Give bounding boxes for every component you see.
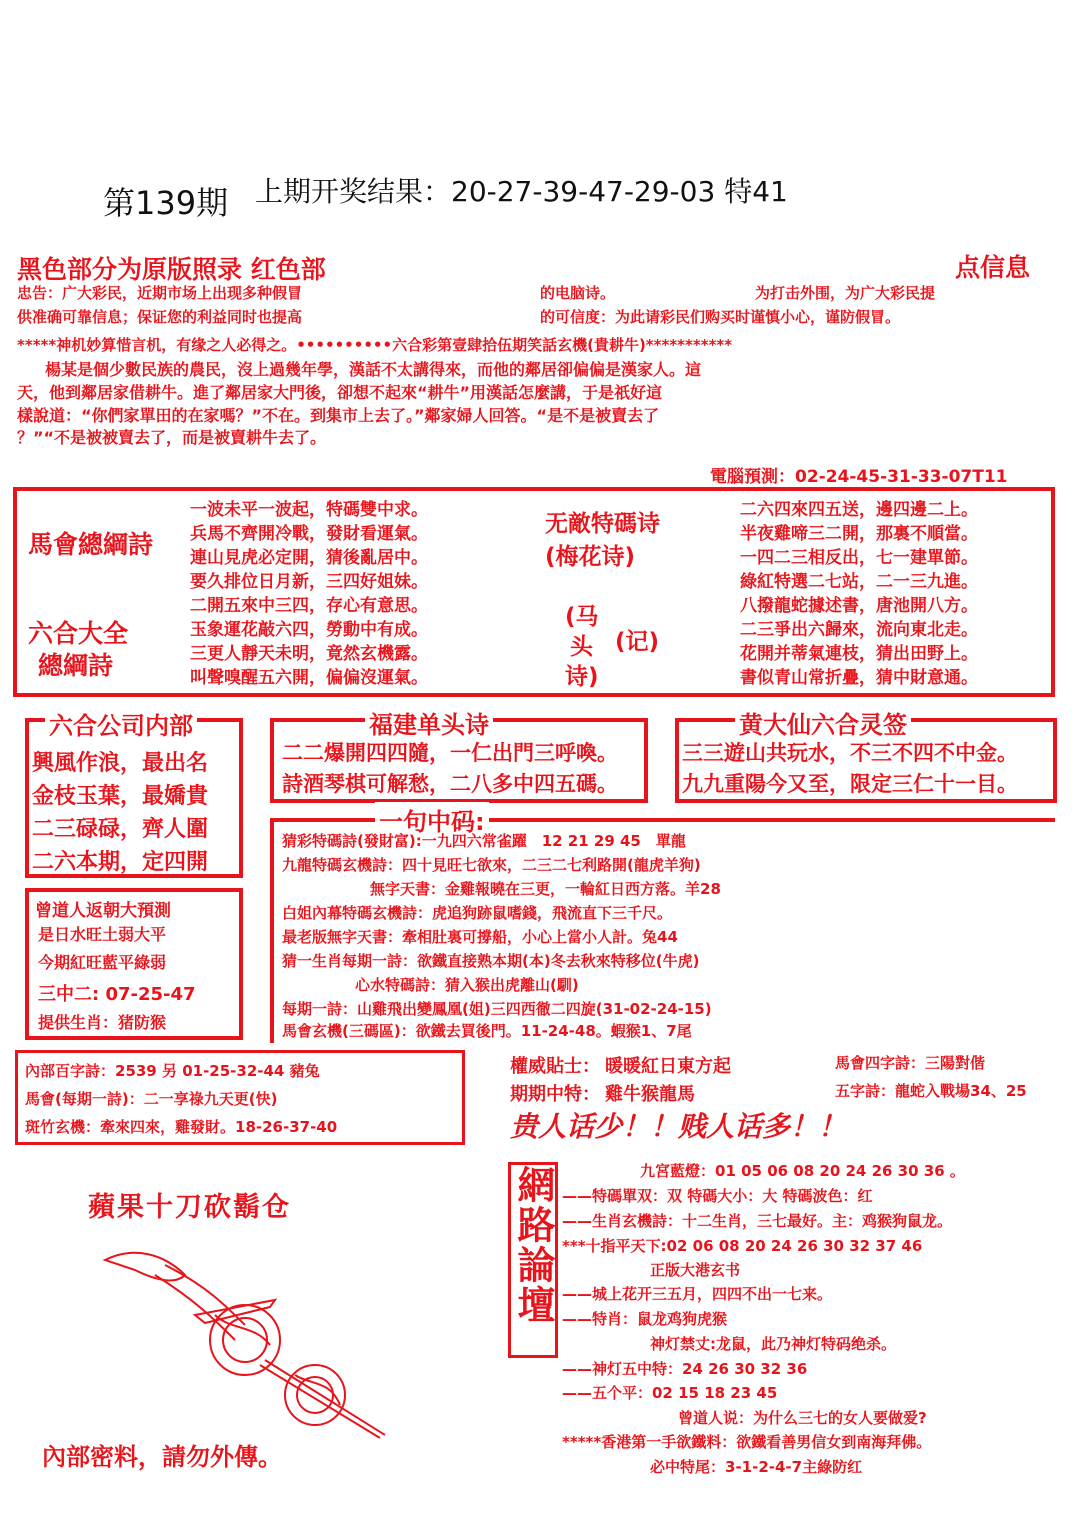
one-sentence-line: 每期一詩：山雞飛出變鳳凰(姐)三四西徹二四旋(31-02-24-15) bbox=[282, 1000, 712, 1018]
mid-note-2: 头 bbox=[570, 634, 593, 660]
company-line: 二三碌碌，齊人圍 bbox=[32, 817, 209, 842]
mid-subtitle: (梅花诗) bbox=[545, 544, 636, 570]
footer-note: 內部密料，請勿外傳。 bbox=[42, 1443, 282, 1471]
poem-left-line: 叫聲嗅醒五六開，偏偏沒運氣。 bbox=[190, 668, 428, 688]
one-sentence-title: 一句中码: bbox=[375, 802, 489, 837]
zeng-line-4: 提供生肖：猪防猴 bbox=[38, 1013, 167, 1032]
fujian-line-1: 二二爆開四四隨，一仁出門三呼喚。 bbox=[282, 741, 618, 765]
authority-text-2: 雞牛猴龍馬 bbox=[605, 1084, 695, 1105]
one-sentence-line: 白姐內幕特碼玄機詩：虎追狗跡鼠嗜錢，飛流直下三千尺。 bbox=[282, 904, 673, 922]
poem-left-line: 三更人靜天未明，竟然玄機露。 bbox=[190, 644, 428, 664]
net-line: 必中特尾：3-1-2-4-7主綠防红 bbox=[650, 1458, 863, 1476]
poem-left-line: 一波未平一波起，特碼雙中求。 bbox=[190, 500, 428, 520]
sword-illustration bbox=[95, 1245, 395, 1440]
net-line: 神灯禁丈:龙鼠，此乃神灯特码绝杀。 bbox=[650, 1335, 897, 1353]
one-sentence-line: 心水特碼詩：猜入猴出虎離山(馴) bbox=[355, 976, 579, 994]
huang-title: 黄大仙六合灵签 bbox=[735, 705, 911, 740]
mid-note-3: 诗) bbox=[565, 664, 599, 690]
computer-prediction: 電腦預測：02-24-45-31-33-07T11 bbox=[710, 467, 1008, 487]
net-vertical-title: 網路論壇 bbox=[511, 1165, 555, 1325]
intro-right: 点信息 bbox=[955, 253, 1031, 282]
authority-label-1: 權威貼士： bbox=[510, 1056, 600, 1077]
story-line-1: 楊某是個少數民族的農民，沒上過幾年學，漢話不太講得來，而他的鄰居卻偏偏是漢家人。這 bbox=[45, 360, 702, 379]
inner-line-1: 內部百字詩：2539 另 01-25-32-44 豬兔 bbox=[25, 1062, 320, 1080]
mid-title: 无敵特碼诗 bbox=[545, 511, 660, 537]
fujian-title: 福建单头诗 bbox=[365, 705, 493, 740]
zeng-line-2: 今期紅旺藍平綠弱 bbox=[38, 953, 167, 972]
mid-note-1: (马 bbox=[565, 604, 599, 630]
company-line: 興風作浪，最出名 bbox=[32, 751, 209, 776]
mid-note-4: (记) bbox=[615, 629, 660, 655]
net-line: 曾道人说：为什么三七的女人要做爱? bbox=[678, 1409, 927, 1427]
company-title: 六合公司内部 bbox=[45, 706, 197, 741]
huang-line-2: 九九重陽今又至，限定三仁十一目。 bbox=[682, 772, 1018, 796]
net-line: ——特肖：鼠龙鸡狗虎猴 bbox=[562, 1310, 728, 1328]
poem-label-1: 馬會總綱詩 bbox=[28, 530, 154, 559]
net-line: 正版大港玄书 bbox=[650, 1261, 741, 1279]
joke-title: *****神机妙算惜言机，有缘之人必得之。••••••••••六合彩第壹肆拾伍期笑話玄機(貴耕牛)*********** bbox=[17, 336, 733, 354]
intro-left: 黑色部分为原版照录 红色部 bbox=[17, 255, 326, 284]
poem-left-column bbox=[190, 495, 428, 687]
poem-left-line: 二開五來中三四，存心有意思。 bbox=[190, 596, 428, 616]
one-sentence-line: 猜彩特碼詩(發財富):一九四六常雀躍 12 21 29 45 單龍 bbox=[282, 832, 686, 850]
story-line-3: 樣說道：“你們家單田的在家嗎？”不在。到集市上去了。”鄰家婦人回答。“是不是被賣去了 bbox=[17, 406, 660, 425]
notice-2b: 的可信度：为此请彩民们购买时谨慎小心，谨防假冒。 bbox=[540, 308, 901, 326]
poem-right-line: 綠紅特選二七站，二一三九進。 bbox=[740, 572, 978, 592]
zeng-line-3: 三中二: 07-25-47 bbox=[38, 984, 196, 1005]
poem-left-line: 玉象運花敲六四，勞動中有成。 bbox=[190, 620, 428, 640]
net-line: *****香港第一手欲鐵料：欲鐵看善男信女到南海拜佛。 bbox=[562, 1433, 932, 1451]
authority-text-1: 暖暖紅日東方起 bbox=[605, 1056, 731, 1077]
inner-line-3: 斑竹玄機：牽來四來，雞發財。18-26-37-40 bbox=[25, 1118, 338, 1136]
authority-side-2: 五字詩：龍蛇入戰場34、25 bbox=[835, 1082, 1027, 1100]
net-line: ***十指平天下:02 06 08 20 24 26 30 32 37 46 bbox=[562, 1237, 923, 1255]
poem-left-line: 要久排位日月新，三四好姐妹。 bbox=[190, 572, 428, 592]
poem-left-line: 連山見虎必定開，猜後亂居中。 bbox=[190, 548, 428, 568]
story-line-4: ？”“不是被被賣去了，而是被賣耕牛去了。 bbox=[17, 428, 327, 447]
story-line-2: 天，他到鄰居家借耕牛。進了鄰居家大門後，卻想不起來“耕牛”用漢話怎麼講，于是祇好這 bbox=[17, 383, 663, 402]
poem-right-column bbox=[740, 495, 978, 687]
poem-right-line: 花開并蒂氣連枝，猜出田野上。 bbox=[740, 644, 978, 664]
company-line: 金枝玉葉，最嬌貴 bbox=[32, 784, 209, 809]
notice-2a: 供准确可靠信息；保证您的利益同时也提高 bbox=[17, 308, 303, 326]
net-line: ——五个平：02 15 18 23 45 bbox=[562, 1384, 778, 1402]
poem-right-line: 八撥龍蛇據述書，唐池開八方。 bbox=[740, 596, 978, 616]
poem-left-line: 兵馬不齊開冷戰，發財看運氣。 bbox=[190, 524, 428, 544]
poem-right-line: 書似青山常折疊，猜中財意通。 bbox=[740, 668, 978, 688]
notice-1a: 忠告：广大彩民，近期市场上出现多种假冒 bbox=[17, 284, 303, 302]
notice-1b: 的电脑诗。 bbox=[540, 284, 616, 302]
fujian-line-2: 詩酒琴棋可解愁，二八多中四五碼。 bbox=[282, 772, 618, 796]
net-line: ——神灯五中特：24 26 30 32 36 bbox=[562, 1360, 808, 1378]
issue-number: 第139期 bbox=[103, 184, 229, 222]
poem-label-2a: 六合大全 bbox=[28, 619, 129, 648]
one-sentence-line: 最老版無字天書：牽相肚裏可撐船，小心上當小人計。兔44 bbox=[282, 928, 678, 946]
inner-line-2: 馬會(每期一詩)：二一享祿九天更(快) bbox=[25, 1090, 278, 1108]
notice-1c: 为打击外围，为广大彩民提 bbox=[755, 284, 936, 302]
apple-heading: 蘋果十刀砍鬍仓 bbox=[88, 1192, 291, 1223]
poem-right-line: 半夜雞啼三二開，那裏不順當。 bbox=[740, 524, 978, 544]
poem-label-2b: 總綱詩 bbox=[38, 651, 114, 680]
net-line: 九宮藍燈：01 05 06 08 20 24 26 30 36 。 bbox=[640, 1162, 965, 1180]
company-line: 二六本期，定四開 bbox=[32, 850, 209, 875]
slogan: 贵人话少！！贱人话多！！ bbox=[510, 1110, 847, 1143]
one-sentence-line: 無字天書：金雞報曉在三更，一輪紅日西方落。羊28 bbox=[370, 880, 721, 898]
authority-side-1: 馬會四字詩：三陽對偕 bbox=[835, 1054, 986, 1072]
zeng-title: 曾道人返朝大預測 bbox=[35, 901, 171, 921]
net-line: ——特碼單双：双 特碼大小：大 特碼波色：红 bbox=[562, 1187, 873, 1205]
last-result: 上期开奖结果：20-27-39-47-29-03 特41 bbox=[255, 175, 788, 208]
net-vertical-box bbox=[508, 1162, 558, 1358]
net-line: ——城上花开三五月，四四不出一七来。 bbox=[562, 1285, 833, 1303]
zeng-line-1: 是日水旺土弱大平 bbox=[38, 925, 167, 944]
poem-right-line: 二三爭出六歸來，流向東北走。 bbox=[740, 620, 978, 640]
poem-right-line: 二六四來四五送，邊四邊二上。 bbox=[740, 500, 978, 520]
one-sentence-line: 馬會玄機(三碼區)：欲鐵去買後門。11-24-48。蝦猴1、7尾 bbox=[282, 1022, 692, 1040]
poem-right-line: 一四二三相反出，七一建單節。 bbox=[740, 548, 978, 568]
authority-label-2: 期期中特： bbox=[510, 1084, 600, 1105]
huang-line-1: 三三遊山共玩水，不三不四不中金。 bbox=[682, 741, 1018, 765]
net-line: ——生肖玄機詩：十二生肖，三七最好。主：鸡猴狗鼠龙。 bbox=[562, 1212, 953, 1230]
one-sentence-line: 猜一生肖每期一詩：欲鐵直接熟本期(本)冬去秋來特移位(牛虎) bbox=[282, 952, 700, 970]
one-sentence-line: 九龍特碼玄機詩：四十見旺七欲來，二三二七利路開(龍虎羊狗) bbox=[282, 856, 701, 874]
